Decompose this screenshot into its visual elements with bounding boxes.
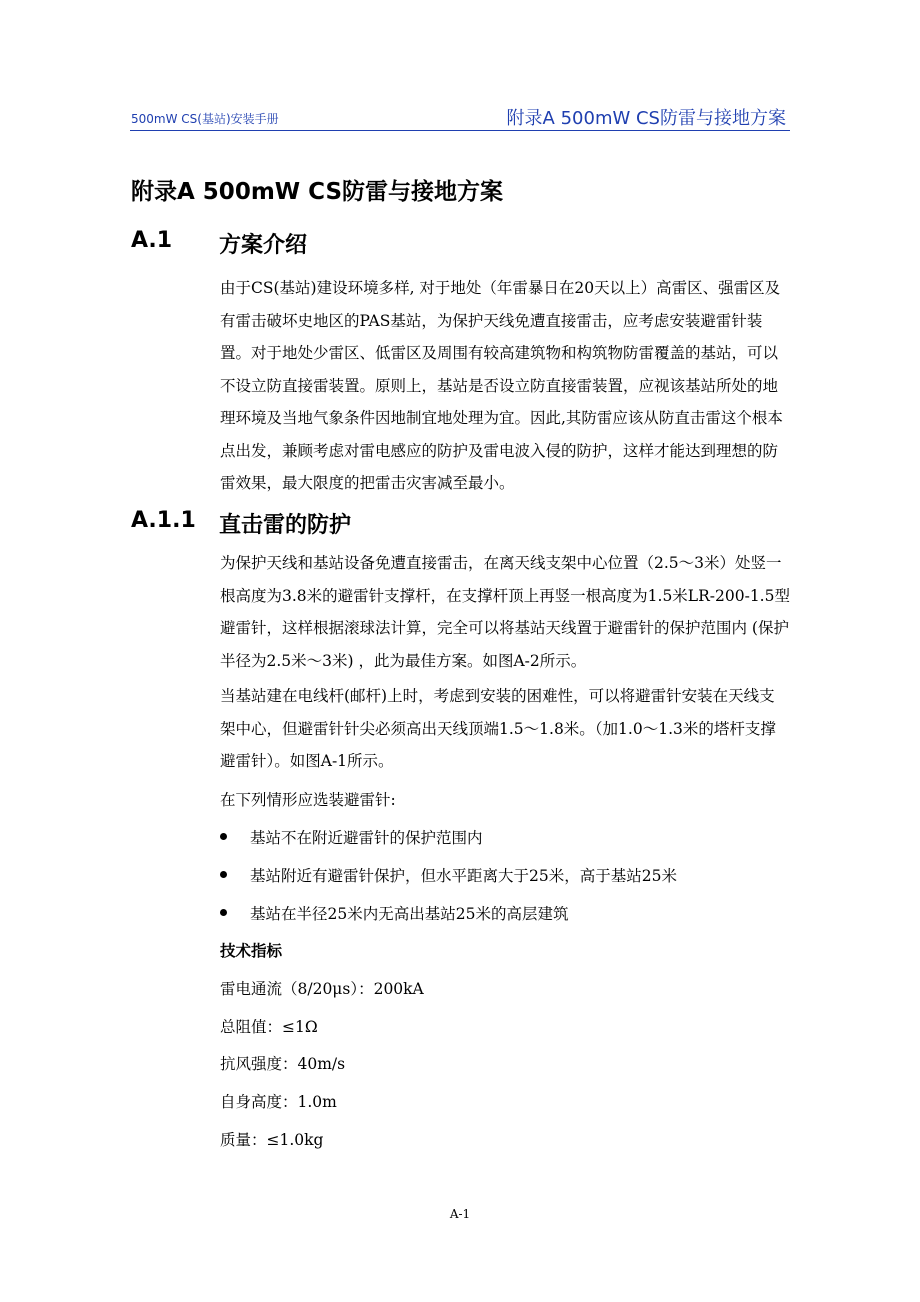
list-item-text: 基站附近有避雷针保护，但水平距离大于25米，高于基站25米 xyxy=(250,867,677,885)
spec-item: 质量：≤1.0kg xyxy=(220,1131,324,1149)
section-title: 直击雷的防护 xyxy=(219,513,352,538)
bullet-dot-icon xyxy=(220,833,227,840)
list-intro: 在下列情形应选装避雷针: xyxy=(220,791,396,809)
header-manual-title: 500mW CS(基站)安装手册 xyxy=(131,112,279,126)
section-title: 方案介绍 xyxy=(219,233,308,258)
bullet-dot-icon xyxy=(220,909,227,916)
section-a11-paragraph-2: 当基站建在电线杆(邮杆)上时，考虑到安装的困难性，可以将避雷针安装在天线支架中心，但避雷针针尖必须高出天线顶端1.5～1.8米。（加1.0～1.3米的塔杆支撑避雷针）。如图A-1所示。 xyxy=(220,687,776,770)
section-a1-paragraph: 由于CS(基站)建设环境多样, 对于地处（年雷暴日在20天以上）高雷区、强雷区及有雷击破坏史地区的PAS基站，为保护天线免遭直接雷击，应考虑安装避雷针装置。对于地处少雷区、低雷区及周围有较高建筑物和构筑物防雷覆盖的基站，可以不设立防直接雷装置。原则上，基站是否设立防直接雷装置，应视该基站所处的地理环境及当地气象条件因地制宜地处理为宜。因此,其防雷应该从防直击雷这个根本点出发，兼顾考虑对雷电感应的防护及雷电波入侵的防护，这样才能达到理想的防雷效果，最大限度的把雷击灾害减至最小。 xyxy=(220,279,783,492)
spec-item: 抗风强度：40m/s xyxy=(220,1055,346,1073)
page-title: 附录A 500mW CS防雷与接地方案 xyxy=(131,179,504,205)
spec-item: 总阻值：≤1Ω xyxy=(220,1018,318,1036)
section-number: A.1.1 xyxy=(131,508,196,533)
list-item-text: 基站在半径25米内无高出基站25米的高层建筑 xyxy=(250,905,569,923)
spec-item: 雷电通流（8/20μs）：200kA xyxy=(220,980,424,998)
section-a11-paragraph-1: 为保护天线和基站设备免遭直接雷击，在离天线支架中心位置（2.5～3米）处竖一根高度为3.8米的避雷针支撑杆，在支撑杆顶上再竖一根高度为1.5米LR-200-1.5型避雷针，这样根据滚球法计算，完全可以将基站天线置于避雷针的保护范围内 (保护半径为2.5米～3米) ，此为最佳方案。如图A-2所示。 xyxy=(220,554,790,670)
bullet-dot-icon xyxy=(220,871,227,878)
spec-heading: 技术指标 xyxy=(220,942,283,960)
header-appendix-title: 附录A 500mW CS防雷与接地方案 xyxy=(506,108,786,129)
page-number: A-1 xyxy=(449,1207,471,1221)
list-item-text: 基站不在附近避雷针的保护范围内 xyxy=(250,829,483,847)
section-number: A.1 xyxy=(131,228,173,253)
spec-item: 自身高度：1.0m xyxy=(220,1093,337,1111)
header-divider xyxy=(130,130,790,131)
